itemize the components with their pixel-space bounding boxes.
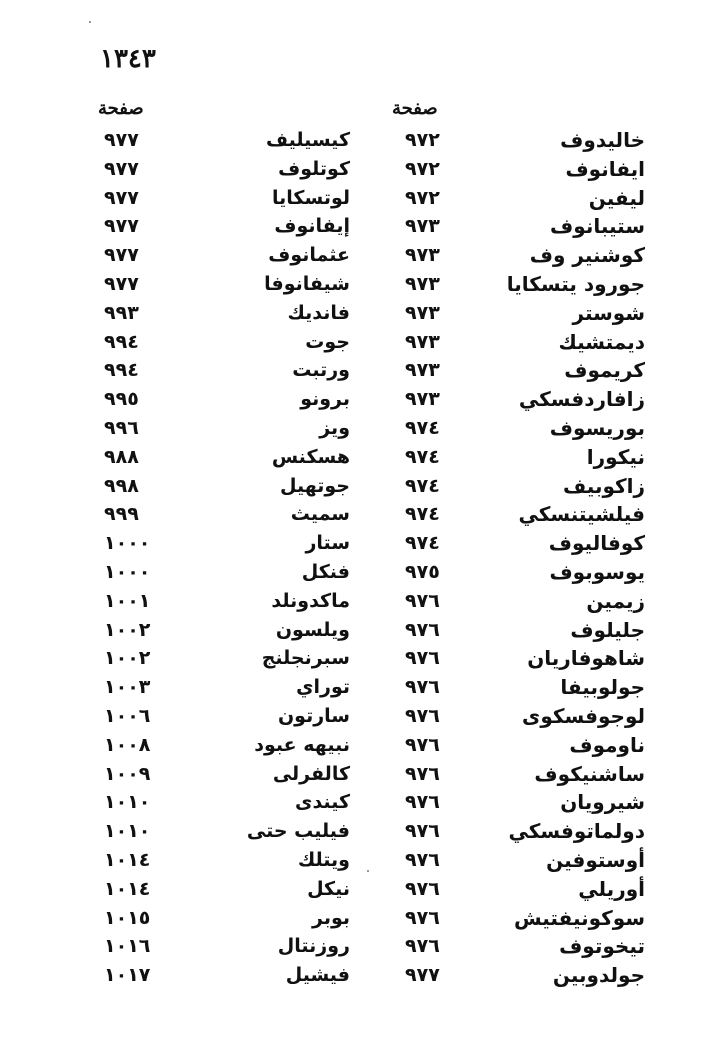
page-ref-right: ٩٧٣ bbox=[405, 301, 440, 324]
name-left: بوبر bbox=[312, 906, 350, 929]
page-ref-left: ٩٧٧ bbox=[104, 215, 139, 238]
table-row bbox=[0, 644, 725, 673]
name-right: جليلوف bbox=[570, 617, 645, 642]
table-row bbox=[0, 817, 725, 846]
page-ref-right: ٩٧٦ bbox=[405, 704, 440, 727]
name-right: ليفين bbox=[588, 185, 645, 210]
page-ref-right: ٩٧٢ bbox=[405, 186, 440, 209]
page-ref-right: ٩٧٦ bbox=[405, 762, 440, 785]
page-ref-right: ٩٧٦ bbox=[405, 676, 440, 699]
table-row bbox=[0, 673, 725, 702]
table-row bbox=[0, 702, 725, 731]
name-left: ويز bbox=[319, 416, 350, 439]
name-right: أوستوفين bbox=[546, 847, 645, 872]
page-ref-right: ٩٧٣ bbox=[405, 215, 440, 238]
page-ref-left: ٩٩٦ bbox=[104, 416, 139, 439]
page-ref-left: ٩٧٧ bbox=[104, 186, 139, 209]
table-row bbox=[0, 184, 725, 213]
name-left: كيسيليف bbox=[265, 129, 350, 151]
table-row bbox=[0, 587, 725, 616]
name-left: شيفانوفا bbox=[264, 272, 350, 295]
name-right: كريموف bbox=[564, 358, 645, 383]
page-ref-left: ١٠١٤ bbox=[104, 877, 151, 900]
page-ref-right: ٩٧٧ bbox=[405, 964, 440, 987]
page-ref-left: ٩٩٤ bbox=[104, 330, 139, 353]
name-right: جولدوبين bbox=[552, 963, 645, 988]
page-ref-right: ٩٧٦ bbox=[405, 877, 440, 900]
table-row bbox=[0, 529, 725, 558]
name-right: ناوموف bbox=[569, 732, 645, 757]
page-ref-right: ٩٧٦ bbox=[405, 935, 440, 958]
page-ref-right: ٩٧٦ bbox=[405, 820, 440, 843]
table-row bbox=[0, 155, 725, 184]
name-left: سارتون bbox=[277, 704, 350, 727]
table-row bbox=[0, 731, 725, 760]
name-left: نبيهه عبود bbox=[254, 733, 350, 756]
page-ref-right: ٩٧٦ bbox=[405, 906, 440, 929]
table-row bbox=[0, 904, 725, 933]
name-right: شيرويان bbox=[560, 790, 645, 815]
table-row bbox=[0, 788, 725, 817]
page-ref-left: ١٠١٠ bbox=[104, 791, 151, 814]
table-row bbox=[0, 875, 725, 904]
page-ref-right: ٩٧٦ bbox=[405, 589, 440, 612]
name-left: برونو bbox=[300, 388, 350, 411]
table-row bbox=[0, 500, 725, 529]
table-row bbox=[0, 241, 725, 270]
table-row bbox=[0, 356, 725, 385]
table-row bbox=[0, 414, 725, 443]
page-ref-right: ٩٧٤ bbox=[405, 416, 440, 439]
page-ref-left: ٩٧٧ bbox=[104, 272, 139, 295]
name-right: سوكونيفتيش bbox=[513, 905, 645, 930]
page-ref-right: ٩٧٣ bbox=[405, 272, 440, 295]
name-left: فيليب حتى bbox=[246, 820, 350, 843]
name-right: تيخوتوف bbox=[559, 934, 645, 959]
page-ref-left: ١٠٠٠ bbox=[104, 560, 151, 583]
name-left: عثمانوف bbox=[268, 244, 350, 267]
page-ref-left: ١٠٠٢ bbox=[104, 647, 151, 670]
name-left: ورتبت bbox=[292, 359, 350, 382]
table-row bbox=[0, 760, 725, 789]
name-right: كوشنير وف bbox=[529, 243, 645, 268]
name-right: ايفانوف bbox=[565, 156, 645, 181]
name-right: ديمتشيك bbox=[558, 329, 645, 354]
name-right: كوفاليوف bbox=[548, 531, 645, 556]
page-ref-left: ٩٩٩ bbox=[104, 503, 139, 526]
name-left: جوت bbox=[305, 330, 350, 353]
page-ref-right: ٩٧٦ bbox=[405, 733, 440, 756]
table-row bbox=[0, 846, 725, 875]
page-ref-right: ٩٧٤ bbox=[405, 503, 440, 526]
page-ref-right: ٩٧٣ bbox=[405, 388, 440, 411]
header-page-right: صفحة bbox=[392, 98, 438, 119]
page-ref-left: ١٠٠٠ bbox=[104, 532, 151, 555]
name-right: ساشنيكوف bbox=[534, 761, 645, 786]
speck-mark bbox=[367, 870, 369, 872]
speck-mark bbox=[89, 21, 91, 23]
name-left: ستار bbox=[305, 532, 350, 555]
table-row bbox=[0, 212, 725, 241]
page-ref-right: ٩٧٦ bbox=[405, 848, 440, 871]
page-ref-right: ٩٧٦ bbox=[405, 791, 440, 814]
name-right: لوجوفسكوى bbox=[522, 703, 645, 728]
table-row bbox=[0, 961, 725, 990]
page-ref-left: ١٠٠٢ bbox=[104, 618, 151, 641]
name-right: شاهوفاريان bbox=[527, 646, 645, 671]
page-ref-left: ٩٧٧ bbox=[104, 129, 139, 151]
page-ref-left: ٩٩٣ bbox=[104, 301, 139, 324]
name-right: خاليدوف bbox=[560, 128, 645, 152]
name-left: ويلسون bbox=[275, 618, 350, 641]
name-right: دولماتوفسكي bbox=[508, 819, 645, 844]
page-number: ١٣٤٣ bbox=[100, 44, 156, 74]
page-ref-left: ١٠٠٣ bbox=[104, 676, 151, 699]
page-ref-left: ١٠١٧ bbox=[104, 964, 151, 987]
page-ref-right: ٩٧٣ bbox=[405, 330, 440, 353]
page-ref-right: ٩٧٤ bbox=[405, 474, 440, 497]
page-ref-left: ١٠٠٨ bbox=[104, 733, 151, 756]
table-row bbox=[0, 126, 725, 155]
table-row bbox=[0, 558, 725, 587]
index-table bbox=[0, 126, 725, 990]
name-right: شوستر bbox=[572, 300, 645, 325]
page-ref-left: ١٠١٥ bbox=[104, 906, 151, 929]
name-left: كالفرلى bbox=[272, 762, 350, 785]
name-left: فيشيل bbox=[285, 964, 350, 987]
name-left: لوتسكايا bbox=[272, 186, 350, 209]
page-ref-left: ١٠١٠ bbox=[104, 820, 151, 843]
name-right: زيمين bbox=[586, 588, 645, 613]
table-row bbox=[0, 270, 725, 299]
page-ref-right: ٩٧٢ bbox=[405, 129, 440, 151]
page-ref-left: ٩٧٧ bbox=[104, 244, 139, 267]
page-ref-left: ٩٨٨ bbox=[104, 445, 139, 468]
table-row bbox=[0, 932, 725, 961]
page-ref-left: ٩٩٨ bbox=[104, 474, 139, 497]
page-ref-right: ٩٧٣ bbox=[405, 244, 440, 267]
name-left: توراي bbox=[296, 676, 350, 699]
name-left: إيفانوف bbox=[274, 215, 350, 238]
name-right: بوريسوف bbox=[549, 415, 645, 440]
page-ref-left: ١٠٠٩ bbox=[104, 762, 151, 785]
page-ref-left: ١٠١٤ bbox=[104, 848, 151, 871]
name-right: يوسوبوف bbox=[549, 559, 645, 584]
name-right: نيكورا bbox=[586, 444, 645, 469]
header-page-left: صفحة bbox=[98, 98, 144, 119]
name-right: ستيبانوف bbox=[550, 214, 645, 239]
name-left: كوتلوف bbox=[278, 157, 350, 180]
page-ref-right: ٩٧٦ bbox=[405, 647, 440, 670]
table-row bbox=[0, 472, 725, 501]
name-left: سميث bbox=[290, 503, 350, 526]
name-right: جورود يتسكايا bbox=[506, 271, 645, 296]
name-right: أوريلي bbox=[578, 876, 645, 901]
name-right: جولوبيفا bbox=[560, 675, 645, 700]
name-left: فنكل bbox=[301, 560, 350, 583]
page-ref-left: ٩٩٤ bbox=[104, 359, 139, 382]
table-row bbox=[0, 385, 725, 414]
name-left: ويتلك bbox=[297, 848, 350, 871]
page-ref-right: ٩٧٣ bbox=[405, 359, 440, 382]
name-left: روزنتال bbox=[277, 935, 350, 958]
page-ref-left: ١٠٠١ bbox=[104, 589, 151, 612]
name-left: فانديك bbox=[287, 301, 350, 324]
page-ref-left: ١٠٠٦ bbox=[104, 704, 151, 727]
table-row bbox=[0, 616, 725, 645]
name-left: ماكدونلد bbox=[271, 589, 350, 612]
page-ref-left: ٩٧٧ bbox=[104, 157, 139, 180]
name-left: كيندى bbox=[295, 791, 350, 814]
name-left: سبرنجلنج bbox=[261, 647, 350, 670]
page-ref-right: ٩٧٤ bbox=[405, 532, 440, 555]
page-ref-right: ٩٧٦ bbox=[405, 618, 440, 641]
name-left: نيكل bbox=[307, 877, 350, 900]
name-left: جوتهيل bbox=[280, 474, 350, 497]
name-right: زاكوبيف bbox=[562, 473, 645, 498]
table-row bbox=[0, 443, 725, 472]
page-ref-right: ٩٧٤ bbox=[405, 445, 440, 468]
page-ref-left: ١٠١٦ bbox=[104, 935, 151, 958]
page-ref-right: ٩٧٥ bbox=[405, 560, 440, 583]
name-left: هسكنس bbox=[271, 445, 350, 468]
name-right: فيلشيتنسكي bbox=[518, 502, 645, 527]
page-ref-left: ٩٩٥ bbox=[104, 388, 139, 411]
table-row bbox=[0, 328, 725, 357]
table-row bbox=[0, 299, 725, 328]
page-ref-right: ٩٧٢ bbox=[405, 157, 440, 180]
name-right: زافاردفسكي bbox=[518, 387, 645, 412]
